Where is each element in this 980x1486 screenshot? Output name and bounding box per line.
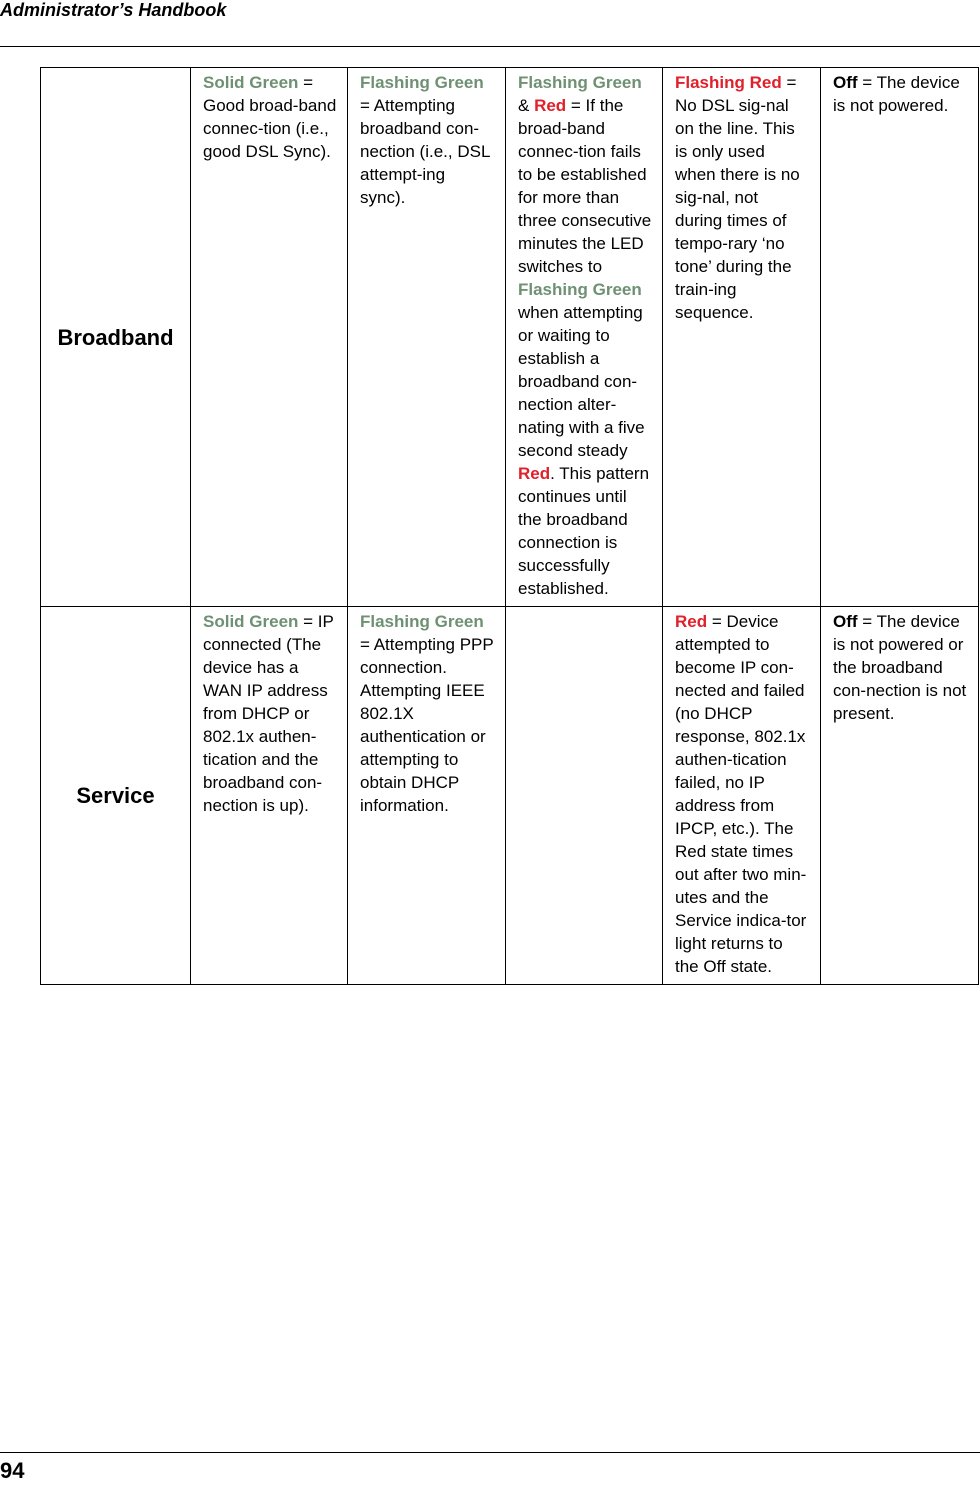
cell-text: &: [518, 96, 535, 115]
cell-text: = IP connected (The device has a WAN IP address from DHCP or 802.1x authen-tication and the broadband con-nection is up).: [203, 612, 334, 815]
cell-text: = Attempting PPP connection. Attempting IEEE 802.1X authentication or attempting to obtain DHCP information.: [360, 635, 494, 815]
cell-text: = Device attempted to become IP con-nected and failed (no DHCP response, 802.1x authen-tication failed, no IP address from IPCP, etc.). The Red state times out after two min-utes and the Service indica-tor light returns to the Off state.: [675, 612, 807, 976]
green-state-label: Flashing Green: [360, 612, 484, 631]
red-state-label: Red: [534, 96, 567, 115]
cell-text: = Attempting broadband con-nection (i.e., DSL attempt-ing sync).: [360, 96, 490, 207]
off-state-label: Off: [833, 73, 858, 92]
status-cell: [348, 607, 506, 985]
red-state-label: Flashing Red: [675, 73, 782, 92]
page-header-title: Administrator’s Handbook: [0, 0, 227, 20]
status-cell: [348, 68, 506, 607]
cell-text: = The device is not powered or the broadband con-nection is not present.: [833, 612, 967, 723]
off-state-label: Off: [833, 612, 858, 631]
cell-text: = No DSL sig-nal on the line. This is only used when there is no sig-nal, not during times of tempo-rary ‘no tone’ during the train-ing sequence.: [675, 73, 800, 322]
footer-rule: [0, 1452, 980, 1453]
status-cell: [663, 68, 821, 607]
row-label: Service: [41, 607, 191, 985]
status-cell: [506, 607, 663, 985]
cell-text: when attempting or waiting to establish a broadband con-nection alter-nating with a five second steady: [518, 303, 645, 460]
row-label: Broadband: [41, 68, 191, 607]
green-state-label: Solid Green: [203, 73, 299, 92]
status-cell: [191, 607, 348, 985]
green-state-label: Flashing Green: [518, 280, 642, 299]
table-row: [41, 68, 979, 607]
cell-text: = The device is not powered.: [833, 73, 960, 115]
status-cell: [506, 68, 663, 607]
red-state-label: Red: [518, 464, 551, 483]
status-cell: [191, 68, 348, 607]
header-rule: [0, 46, 980, 47]
status-cell: [821, 607, 979, 985]
green-state-label: Flashing Green: [518, 73, 642, 92]
cell-text: = If the broad-band connec-tion fails to be established for more than three consecutive minutes the LED switches to: [518, 96, 652, 276]
led-status-table: [40, 67, 979, 985]
cell-text: = Good broad-band connec-tion (i.e., good DSL Sync).: [203, 73, 337, 161]
cell-text: . This pattern continues until the broadband connection is successfully established.: [518, 464, 650, 598]
status-cell: [663, 607, 821, 985]
green-state-label: Solid Green: [203, 612, 299, 631]
green-state-label: Flashing Green: [360, 73, 484, 92]
red-state-label: Red: [675, 612, 708, 631]
status-cell: [821, 68, 979, 607]
table-row: [41, 607, 979, 985]
page-number: 94: [0, 1458, 25, 1483]
